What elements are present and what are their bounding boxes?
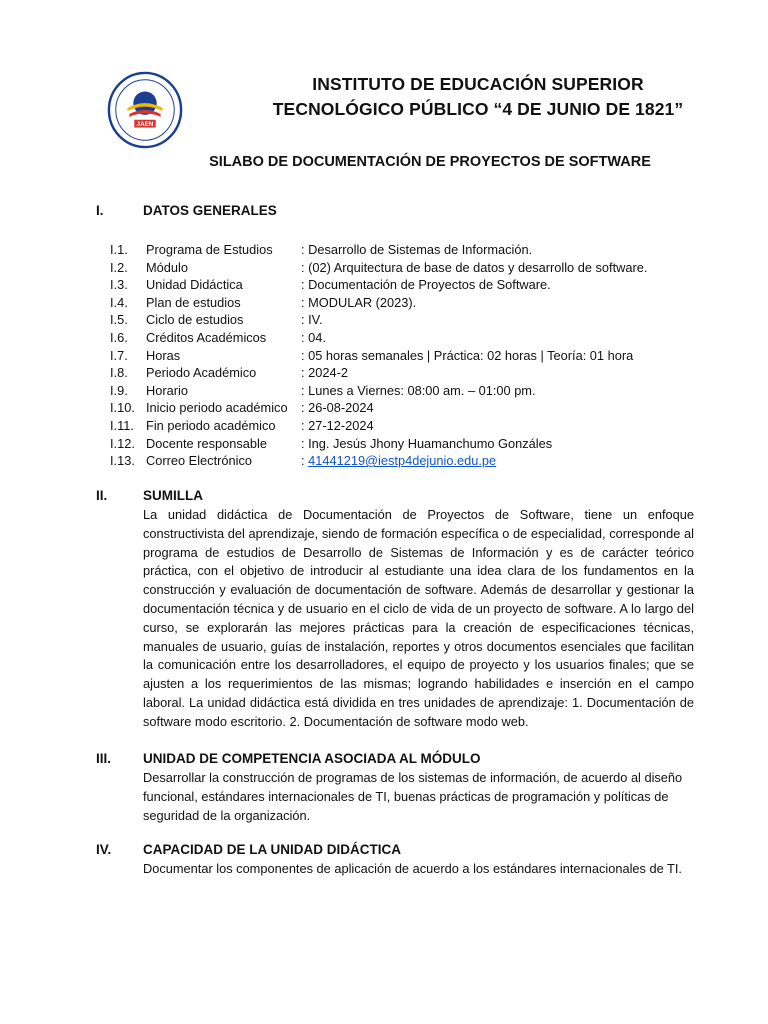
row-value: : Documentación de Proyectos de Software. <box>301 277 551 293</box>
email-prefix: : <box>301 453 309 469</box>
row-number: I.13. <box>110 453 135 469</box>
row-number: I.2. <box>110 259 128 275</box>
section-number: III. <box>96 751 112 766</box>
data-row <box>110 329 647 347</box>
row-value: : (02) Arquitectura de base de datos y desarrollo de software. <box>301 259 648 275</box>
institution-name-line1: INSTITUTO DE EDUCACIÓN SUPERIOR <box>312 74 644 94</box>
section-title-competencia: UNIDAD DE COMPETENCIA ASOCIADA AL MÓDULO <box>143 751 481 766</box>
data-row <box>110 399 647 417</box>
logo-text: JAEN <box>136 121 154 129</box>
competencia-paragraph: Desarrollar la construcción de programas de los sistemas de información, de acuerdo al diseño funcional, estándares internacionales de TI, buenas prácticas de programación y políticas de seguridad de la organización. <box>143 770 683 823</box>
row-label: Unidad Didáctica <box>146 277 243 293</box>
row-number: I.6. <box>110 329 128 345</box>
row-label: Docente responsable <box>146 435 267 451</box>
data-row <box>110 311 647 329</box>
data-row <box>110 347 647 365</box>
data-row <box>110 241 647 259</box>
data-row <box>110 382 647 400</box>
row-value: : MODULAR (2023). <box>301 294 417 310</box>
general-data-table <box>110 241 647 470</box>
row-label: Fin periodo académico <box>146 417 276 433</box>
row-number: I.9. <box>110 382 128 398</box>
institute-logo <box>106 71 184 149</box>
row-number: I.11. <box>110 417 134 433</box>
row-label: Plan de estudios <box>146 294 241 310</box>
data-row <box>110 435 647 453</box>
row-value: : Desarrollo de Sistemas de Información. <box>301 242 533 257</box>
row-number: I.8. <box>110 365 128 381</box>
row-value: : 04. <box>301 329 326 345</box>
row-label: Periodo Académico <box>146 365 257 381</box>
sumilla-paragraph: La unidad didáctica de Documentación de Proyectos de Software, tiene un enfoque constructivista del aprendizaje, siendo de formación específica o de especialidad, corresponde al programa de estudios de Desarrollo de Sistemas de Información y es de carácter teórico práctica, con el objetivo de introducir al estudiante una idea clara de los fundamentos en la construcción y evaluación de documentación de software. Además de desarrollar y gestionar la documentación técnica y de usuario en el ciclo de vida de un proyecto de software. A lo largo del curso, se explorarán las mejores prácticas para la creación de especificaciones técnicas, manuales de usuario, guías de instalación, reportes y otros documentos esenciales que facilitan la comunicación entre los desarrolladores, el equipo de proyecto y los usuarios finales; que se ajusten a los requerimientos de las mismas; logrando habilidades e inserción en el campo laboral. La unidad didáctica está dividida en tres unidades de aprendizaje: 1. Documentación de software modo escritorio. 2. Documentación de software modo web. <box>143 507 694 729</box>
section-title-capacidad: CAPACIDAD DE LA UNIDAD DIDÁCTICA <box>143 842 401 857</box>
data-row <box>110 259 647 277</box>
document-title: SILABO DE DOCUMENTACIÓN DE PROYECTOS DE SOFTWARE <box>209 154 651 170</box>
row-value: : 05 horas semanales | Práctica: 02 horas | Teoría: 01 hora <box>301 347 634 363</box>
row-number: I.1. <box>110 242 128 257</box>
row-number: I.4. <box>110 294 128 310</box>
row-label: Horas <box>146 347 181 363</box>
row-number: I.12. <box>110 435 135 451</box>
data-row <box>110 294 647 312</box>
row-label: Módulo <box>146 259 188 275</box>
row-label: Ciclo de estudios <box>146 312 244 328</box>
capacidad-paragraph: Documentar los componentes de aplicación de acuerdo a los estándares internacionales de TI. <box>143 861 682 876</box>
data-row <box>110 364 647 382</box>
row-number: I.5. <box>110 312 128 328</box>
row-value: : 26-08-2024 <box>301 400 374 416</box>
section-title-sumilla: SUMILLA <box>143 488 203 503</box>
row-label: Inicio periodo académico <box>146 400 288 416</box>
row-label: Créditos Académicos <box>146 329 267 345</box>
row-label: Horario <box>146 382 188 398</box>
row-value: : IV. <box>301 312 323 328</box>
section-title-datos-generales: DATOS GENERALES <box>143 203 277 218</box>
section-number: IV. <box>96 842 112 857</box>
data-row <box>110 417 647 435</box>
row-value: : 2024-2 <box>301 365 348 381</box>
data-row <box>110 276 647 294</box>
row-label: Correo Electrónico <box>146 453 252 469</box>
institution-name-line2: TECNOLÓGICO PÚBLICO “4 DE JUNIO DE 1821” <box>272 99 684 119</box>
row-value <box>301 452 496 470</box>
row-value: : Ing. Jesús Jhony Huamanchumo Gonzáles <box>301 435 553 451</box>
section-number: II. <box>96 488 108 503</box>
row-number: I.7. <box>110 347 128 363</box>
row-value: : 27-12-2024 <box>301 417 374 433</box>
row-number: I.10. <box>110 400 135 416</box>
row-value: : Lunes a Viernes: 08:00 am. – 01:00 pm. <box>301 382 536 398</box>
section-number: I. <box>96 203 104 218</box>
data-row-email <box>110 452 647 470</box>
row-number: I.3. <box>110 277 128 293</box>
row-label: Programa de Estudios <box>146 242 273 257</box>
email-link[interactable]: 41441219@iestp4dejunio.edu.pe <box>308 453 497 469</box>
